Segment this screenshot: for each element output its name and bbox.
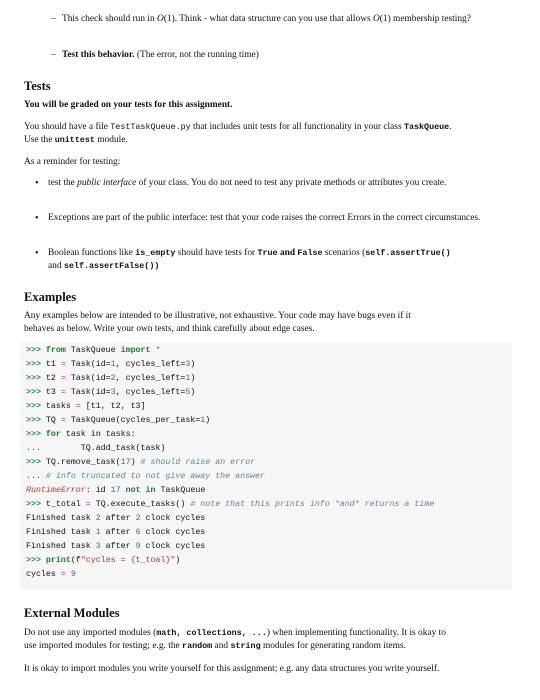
code-line: >>> for task in tasks:	[26, 430, 136, 439]
subitem-membership: – This check should run in O(1). Think - what data structure can you use that allows O(1) membership testing?	[51, 14, 471, 24]
code-line: >>> print(f"cycles = {t_toal}")	[26, 556, 181, 565]
section-title-examples: Examples	[24, 290, 77, 304]
graded-notice: You will be graded on your tests for this assignment.	[24, 100, 233, 110]
bullet-dot: •	[35, 248, 39, 259]
code-line: >>> t2 = Task(id=2, cycles_left=1)	[26, 374, 196, 383]
code-line: RuntimeError: id 17 not in TaskQueue	[26, 486, 206, 495]
bullet-dot: •	[35, 213, 39, 224]
code-line: >>> t1 = Task(id=1, cycles_left=3)	[26, 360, 196, 369]
section-title-tests: Tests	[24, 79, 51, 93]
code-example-block	[20, 342, 512, 590]
code-line: >>> from TaskQueue import *	[26, 346, 161, 355]
dash-marker: –	[51, 14, 56, 24]
bullet-exceptions: • Exceptions are part of the public interface: test that your code raises the correct Errors in the correct circumstances.	[35, 213, 481, 224]
bullet-dot: •	[35, 178, 39, 189]
code-line: cycles = 9	[26, 570, 76, 579]
code-line: >>> TQ = TaskQueue(cycles_per_task=1)	[26, 416, 211, 425]
code-line: Finished task 3 after 9 clock cycles	[26, 542, 206, 551]
code-line: ... TQ.add_task(task)	[26, 444, 166, 453]
reminder-intro: As a reminder for testing:	[24, 157, 121, 167]
bullet-public-interface: • test the public interface of your class. You do not need to test any private methods or attributes you create.	[35, 178, 447, 189]
subitem-test-behavior: – Test this behavior. (The error, not the running time)	[51, 50, 259, 60]
external-p2: It is okay to import modules you write yourself for this assignment; e.g. any data structures you write yourself.	[24, 664, 440, 674]
examples-intro: Any examples below are intended to be illustrative, not exhaustive. Your code may have bugs even if it behaves as below. Write your own tests, and think carefully about edge cases.	[24, 311, 411, 334]
code-line: ... # info truncated to not give away the answer	[26, 472, 265, 481]
code-line: Finished task 2 after 2 clock cycles	[26, 514, 206, 523]
code-line: >>> tasks = [t1, t2, t3]	[26, 402, 146, 411]
code-line: >>> TQ.remove_task(17) # should raise an error	[26, 458, 256, 467]
tests-requirement: You should have a file TestTaskQueue.py that includes unit tests for all functionality in your class TaskQueue. Use the unittest module.	[24, 122, 452, 145]
external-p1: Do not use any imported modules (math, collections, ...) when implementing functionality. It is okay to use imported modules for testing; e.g. the random and string modules for generating random items.	[24, 628, 446, 651]
bullet-boolean: • Boolean functions like is_empty should have tests for True and False scenarios (self.assertTrue() and self.assertFalse())	[35, 248, 451, 271]
code-line: >>> t_total = TQ.execute_tasks() # note that this prints info *and* returns a time	[26, 500, 435, 509]
code-line: Finished task 1 after 6 clock cycles	[26, 528, 206, 537]
dash-marker: –	[51, 50, 56, 60]
section-title-external-modules: External Modules	[24, 606, 120, 620]
code-line: >>> t3 = Task(id=3, cycles_left=5)	[26, 388, 196, 397]
